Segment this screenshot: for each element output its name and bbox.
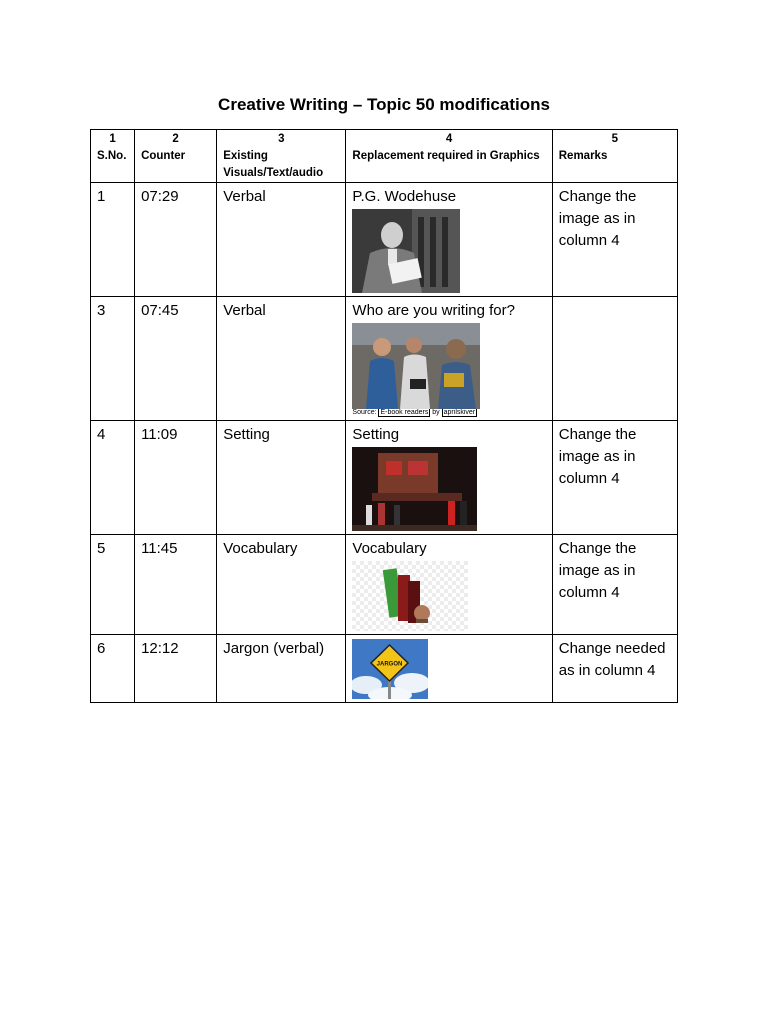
sno-cell: 6 [91, 635, 135, 703]
sno-cell: 4 [91, 421, 135, 535]
existing-cell: Jargon (verbal) [217, 635, 346, 703]
author-link[interactable]: aprilskiver [443, 409, 476, 416]
counter-cell: 07:45 [135, 297, 217, 421]
existing-cell: Verbal [217, 183, 346, 297]
document-title: Creative Writing – Topic 50 modifications [218, 95, 550, 114]
existing-cell: Verbal [217, 297, 346, 421]
remarks-cell [552, 297, 677, 421]
sno-cell: 1 [91, 183, 135, 297]
remarks-cell: Change the image as in column 4 [552, 535, 677, 635]
stage-setting-photo [352, 447, 477, 531]
counter-cell: 11:09 [135, 421, 217, 535]
table-row [91, 535, 678, 635]
header-cell: 3 Existing Visuals/Text/audio [217, 130, 346, 183]
wodehouse-photo [352, 209, 460, 293]
image-caption: Source: E-book readers by aprilskiver [352, 409, 476, 416]
existing-cell: Setting [217, 421, 346, 535]
sno-cell: 3 [91, 297, 135, 421]
replacement-text: P.G. Wodehuse [352, 188, 457, 205]
remarks-cell: Change the image as in column 4 [552, 183, 677, 297]
remarks-cell: Change the image as in column 4 [552, 421, 677, 535]
replacement-cell [346, 635, 552, 703]
replacement-text: Who are you writing for? [352, 302, 515, 319]
sno-cell: 5 [91, 535, 135, 635]
replacement-text: Setting [352, 426, 400, 443]
counter-cell: 11:45 [135, 535, 217, 635]
replacement-cell [346, 297, 552, 421]
header-cell: 2 Counter [135, 130, 217, 183]
counter-cell: 07:29 [135, 183, 217, 297]
header-cell: 4 Replacement required in Graphics [346, 130, 552, 183]
replacement-cell [346, 183, 552, 297]
replacement-cell [346, 535, 552, 635]
table-row [91, 635, 678, 703]
books-clipart [352, 561, 468, 631]
table-row [91, 183, 678, 297]
source-link[interactable]: E-book readers [380, 409, 429, 416]
replacement-text: Vocabulary [352, 540, 427, 557]
header-cell: 1 S.No. [91, 130, 135, 183]
jargon-sign-text: JARGON [377, 661, 403, 668]
modifications-table [90, 129, 678, 703]
table-row [91, 297, 678, 421]
ebook-readers-photo [352, 323, 480, 409]
counter-cell: 12:12 [135, 635, 217, 703]
remarks-cell: Change needed as in column 4 [552, 635, 677, 703]
replacement-cell [346, 421, 552, 535]
existing-cell: Vocabulary [217, 535, 346, 635]
table-row [91, 421, 678, 535]
jargon-sign-photo [352, 639, 428, 699]
header-cell: 5 Remarks [552, 130, 677, 183]
header-row [91, 130, 678, 183]
